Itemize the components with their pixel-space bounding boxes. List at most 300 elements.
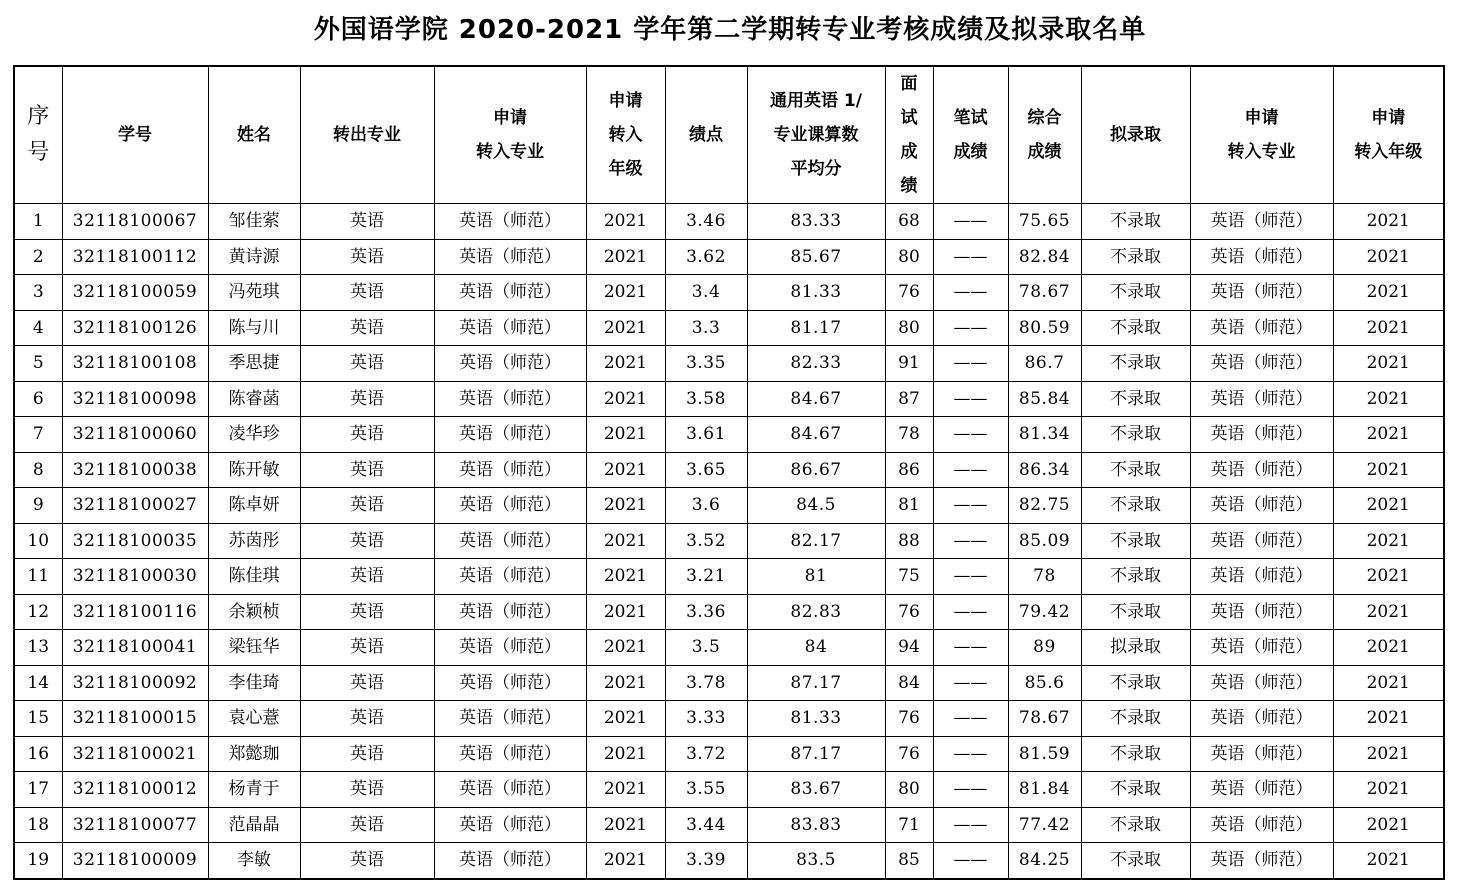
cell-name: 陈开敏	[208, 452, 300, 488]
cell-to-grade: 2021	[586, 523, 665, 559]
cell-gpa: 3.72	[665, 736, 747, 772]
header-row	[14, 66, 1444, 204]
cell-to-major: 英语（师范）	[434, 843, 586, 879]
cell-written-score: ——	[933, 736, 1008, 772]
cell-admission: 不录取	[1081, 488, 1190, 524]
cell-from-major: 英语	[300, 772, 434, 808]
cell-total-score: 85.09	[1008, 523, 1081, 559]
cell-to-major: 英语（师范）	[434, 559, 586, 595]
cell-interview-score: 91	[885, 346, 933, 382]
cell-from-major: 英语	[300, 630, 434, 666]
cell-to-major: 英语（师范）	[434, 523, 586, 559]
cell-to-grade: 2021	[586, 204, 665, 240]
cell-interview-score: 88	[885, 523, 933, 559]
cell-to-grade-2: 2021	[1333, 843, 1444, 879]
cell-name: 季思捷	[208, 346, 300, 382]
cell-to-major-2: 英语（师范）	[1190, 310, 1333, 346]
cell-from-major: 英语	[300, 807, 434, 843]
cell-student-id: 32118100098	[62, 381, 208, 417]
cell-to-major-2: 英语（师范）	[1190, 523, 1333, 559]
cell-student-id: 32118100015	[62, 701, 208, 737]
cell-to-grade-2: 2021	[1333, 488, 1444, 524]
cell-to-grade-2: 2021	[1333, 736, 1444, 772]
cell-to-grade-2: 2021	[1333, 559, 1444, 595]
cell-name: 冯苑琪	[208, 275, 300, 311]
cell-from-major: 英语	[300, 488, 434, 524]
cell-to-major-2: 英语（师范）	[1190, 807, 1333, 843]
cell-interview-score: 68	[885, 204, 933, 240]
cell-total-score: 89	[1008, 630, 1081, 666]
cell-admission: 不录取	[1081, 701, 1190, 737]
cell-admission: 不录取	[1081, 772, 1190, 808]
cell-to-grade-2: 2021	[1333, 523, 1444, 559]
cell-gpa: 3.6	[665, 488, 747, 524]
cell-written-score: ——	[933, 630, 1008, 666]
cell-english-average: 82.17	[747, 523, 885, 559]
cell-gpa: 3.35	[665, 346, 747, 382]
cell-admission: 不录取	[1081, 665, 1190, 701]
cell-to-major-2: 英语（师范）	[1190, 239, 1333, 275]
table-row	[14, 310, 1444, 346]
cell-seq: 7	[14, 417, 62, 453]
cell-to-grade: 2021	[586, 594, 665, 630]
cell-seq: 17	[14, 772, 62, 808]
cell-to-grade-2: 2021	[1333, 204, 1444, 240]
results-table	[13, 65, 1445, 880]
header-admission: 拟录取	[1081, 66, 1190, 204]
cell-to-grade: 2021	[586, 630, 665, 666]
cell-to-grade-2: 2021	[1333, 665, 1444, 701]
cell-to-grade-2: 2021	[1333, 772, 1444, 808]
table-row	[14, 843, 1444, 879]
cell-to-grade: 2021	[586, 417, 665, 453]
cell-written-score: ——	[933, 523, 1008, 559]
table-row	[14, 381, 1444, 417]
cell-to-grade: 2021	[586, 772, 665, 808]
cell-name: 杨青于	[208, 772, 300, 808]
cell-name: 余颖桢	[208, 594, 300, 630]
cell-gpa: 3.36	[665, 594, 747, 630]
cell-to-grade: 2021	[586, 665, 665, 701]
cell-to-major: 英语（师范）	[434, 772, 586, 808]
cell-english-average: 84.5	[747, 488, 885, 524]
cell-to-grade-2: 2021	[1333, 807, 1444, 843]
cell-interview-score: 81	[885, 488, 933, 524]
cell-name: 苏茵彤	[208, 523, 300, 559]
cell-to-major-2: 英语（师范）	[1190, 630, 1333, 666]
cell-name: 梁钰华	[208, 630, 300, 666]
cell-to-grade-2: 2021	[1333, 239, 1444, 275]
cell-from-major: 英语	[300, 310, 434, 346]
table-body	[14, 204, 1444, 879]
cell-to-major: 英语（师范）	[434, 665, 586, 701]
cell-seq: 6	[14, 381, 62, 417]
cell-admission: 不录取	[1081, 736, 1190, 772]
cell-total-score: 85.6	[1008, 665, 1081, 701]
cell-interview-score: 76	[885, 701, 933, 737]
cell-to-grade: 2021	[586, 736, 665, 772]
cell-written-score: ——	[933, 843, 1008, 879]
table-row	[14, 559, 1444, 595]
cell-interview-score: 76	[885, 594, 933, 630]
cell-gpa: 3.52	[665, 523, 747, 559]
cell-seq: 5	[14, 346, 62, 382]
table-row	[14, 346, 1444, 382]
cell-student-id: 32118100067	[62, 204, 208, 240]
cell-to-major: 英语（师范）	[434, 594, 586, 630]
document-title: 外国语学院 2020-2021 学年第二学期转专业考核成绩及拟录取名单	[313, 15, 1147, 45]
cell-to-grade: 2021	[586, 381, 665, 417]
cell-name: 李佳琦	[208, 665, 300, 701]
cell-name: 郑懿珈	[208, 736, 300, 772]
cell-admission: 不录取	[1081, 417, 1190, 453]
cell-student-id: 32118100021	[62, 736, 208, 772]
cell-interview-score: 80	[885, 310, 933, 346]
cell-english-average: 84.67	[747, 417, 885, 453]
cell-seq: 15	[14, 701, 62, 737]
cell-written-score: ——	[933, 204, 1008, 240]
cell-seq: 1	[14, 204, 62, 240]
cell-student-id: 32118100092	[62, 665, 208, 701]
cell-to-major-2: 英语（师范）	[1190, 381, 1333, 417]
cell-total-score: 86.34	[1008, 452, 1081, 488]
cell-to-grade: 2021	[586, 559, 665, 595]
cell-student-id: 32118100108	[62, 346, 208, 382]
cell-interview-score: 71	[885, 807, 933, 843]
cell-from-major: 英语	[300, 275, 434, 311]
cell-gpa: 3.65	[665, 452, 747, 488]
cell-written-score: ——	[933, 452, 1008, 488]
cell-seq: 8	[14, 452, 62, 488]
header-to-grade: 申请 转入 年级	[586, 66, 665, 204]
header-english-average: 通用英语 1/ 专业课算数 平均分	[747, 66, 885, 204]
header-gpa: 绩点	[665, 66, 747, 204]
cell-from-major: 英语	[300, 346, 434, 382]
cell-interview-score: 80	[885, 239, 933, 275]
cell-english-average: 87.17	[747, 665, 885, 701]
cell-name: 袁心薏	[208, 701, 300, 737]
table-row	[14, 452, 1444, 488]
cell-written-score: ——	[933, 594, 1008, 630]
cell-to-major-2: 英语（师范）	[1190, 559, 1333, 595]
cell-admission: 不录取	[1081, 452, 1190, 488]
cell-to-major-2: 英语（师范）	[1190, 488, 1333, 524]
cell-total-score: 78.67	[1008, 701, 1081, 737]
cell-gpa: 3.61	[665, 417, 747, 453]
cell-to-major-2: 英语（师范）	[1190, 701, 1333, 737]
cell-english-average: 81	[747, 559, 885, 595]
cell-student-id: 32118100038	[62, 452, 208, 488]
table-row	[14, 630, 1444, 666]
table-row	[14, 772, 1444, 808]
cell-written-score: ——	[933, 488, 1008, 524]
table-row	[14, 665, 1444, 701]
cell-interview-score: 76	[885, 736, 933, 772]
cell-total-score: 82.75	[1008, 488, 1081, 524]
cell-english-average: 81.33	[747, 701, 885, 737]
cell-written-score: ——	[933, 665, 1008, 701]
cell-seq: 19	[14, 843, 62, 879]
cell-from-major: 英语	[300, 417, 434, 453]
cell-name: 陈与川	[208, 310, 300, 346]
cell-interview-score: 80	[885, 772, 933, 808]
cell-student-id: 32118100030	[62, 559, 208, 595]
cell-from-major: 英语	[300, 452, 434, 488]
cell-seq: 10	[14, 523, 62, 559]
cell-to-grade-2: 2021	[1333, 310, 1444, 346]
cell-total-score: 75.65	[1008, 204, 1081, 240]
cell-to-major: 英语（师范）	[434, 452, 586, 488]
cell-to-major-2: 英语（师范）	[1190, 417, 1333, 453]
cell-name: 范晶晶	[208, 807, 300, 843]
cell-admission: 不录取	[1081, 559, 1190, 595]
cell-to-major-2: 英语（师范）	[1190, 346, 1333, 382]
cell-admission: 不录取	[1081, 594, 1190, 630]
cell-english-average: 82.33	[747, 346, 885, 382]
cell-from-major: 英语	[300, 559, 434, 595]
cell-student-id: 32118100116	[62, 594, 208, 630]
cell-to-major: 英语（师范）	[434, 701, 586, 737]
cell-name: 黄诗源	[208, 239, 300, 275]
cell-seq: 11	[14, 559, 62, 595]
cell-written-score: ——	[933, 559, 1008, 595]
cell-written-score: ——	[933, 310, 1008, 346]
cell-from-major: 英语	[300, 239, 434, 275]
cell-to-major-2: 英语（师范）	[1190, 594, 1333, 630]
cell-english-average: 82.83	[747, 594, 885, 630]
cell-written-score: ——	[933, 417, 1008, 453]
cell-total-score: 79.42	[1008, 594, 1081, 630]
cell-to-grade-2: 2021	[1333, 594, 1444, 630]
cell-english-average: 85.67	[747, 239, 885, 275]
cell-to-major: 英语（师范）	[434, 204, 586, 240]
cell-english-average: 86.67	[747, 452, 885, 488]
cell-admission: 不录取	[1081, 381, 1190, 417]
cell-to-major-2: 英语（师范）	[1190, 736, 1333, 772]
cell-total-score: 78	[1008, 559, 1081, 595]
cell-gpa: 3.46	[665, 204, 747, 240]
cell-to-major: 英语（师范）	[434, 417, 586, 453]
cell-admission: 不录取	[1081, 346, 1190, 382]
cell-seq: 12	[14, 594, 62, 630]
cell-total-score: 85.84	[1008, 381, 1081, 417]
cell-total-score: 81.34	[1008, 417, 1081, 453]
cell-written-score: ——	[933, 275, 1008, 311]
header-to-major: 申请 转入专业	[434, 66, 586, 204]
cell-admission: 不录取	[1081, 523, 1190, 559]
cell-english-average: 84	[747, 630, 885, 666]
cell-admission: 不录取	[1081, 807, 1190, 843]
cell-total-score: 80.59	[1008, 310, 1081, 346]
cell-to-major: 英语（师范）	[434, 275, 586, 311]
cell-to-grade: 2021	[586, 488, 665, 524]
cell-to-major-2: 英语（师范）	[1190, 772, 1333, 808]
cell-to-grade-2: 2021	[1333, 346, 1444, 382]
cell-english-average: 83.67	[747, 772, 885, 808]
cell-name: 李敏	[208, 843, 300, 879]
cell-to-grade-2: 2021	[1333, 381, 1444, 417]
cell-to-major: 英语（师范）	[434, 630, 586, 666]
cell-to-grade: 2021	[586, 701, 665, 737]
table-row	[14, 736, 1444, 772]
table-row	[14, 239, 1444, 275]
cell-english-average: 83.5	[747, 843, 885, 879]
cell-gpa: 3.44	[665, 807, 747, 843]
cell-english-average: 84.67	[747, 381, 885, 417]
cell-seq: 13	[14, 630, 62, 666]
cell-to-grade: 2021	[586, 310, 665, 346]
table-row	[14, 417, 1444, 453]
cell-from-major: 英语	[300, 381, 434, 417]
cell-total-score: 86.7	[1008, 346, 1081, 382]
cell-name: 凌华珍	[208, 417, 300, 453]
cell-to-major: 英语（师范）	[434, 239, 586, 275]
cell-admission: 不录取	[1081, 275, 1190, 311]
cell-from-major: 英语	[300, 594, 434, 630]
cell-written-score: ——	[933, 381, 1008, 417]
cell-name: 陈佳琪	[208, 559, 300, 595]
cell-admission: 拟录取	[1081, 630, 1190, 666]
header-to-grade-2: 申请 转入年级	[1333, 66, 1444, 204]
cell-total-score: 78.67	[1008, 275, 1081, 311]
cell-to-major-2: 英语（师范）	[1190, 204, 1333, 240]
cell-to-grade-2: 2021	[1333, 275, 1444, 311]
table-row	[14, 807, 1444, 843]
header-interview-score: 面 试 成 绩	[885, 66, 933, 204]
cell-written-score: ——	[933, 772, 1008, 808]
cell-student-id: 32118100012	[62, 772, 208, 808]
header-total-score: 综合 成绩	[1008, 66, 1081, 204]
table-row	[14, 523, 1444, 559]
cell-gpa: 3.55	[665, 772, 747, 808]
cell-written-score: ——	[933, 701, 1008, 737]
cell-to-grade-2: 2021	[1333, 630, 1444, 666]
cell-to-grade: 2021	[586, 346, 665, 382]
cell-student-id: 32118100059	[62, 275, 208, 311]
cell-interview-score: 94	[885, 630, 933, 666]
cell-student-id: 32118100035	[62, 523, 208, 559]
cell-interview-score: 85	[885, 843, 933, 879]
cell-total-score: 77.42	[1008, 807, 1081, 843]
table-row	[14, 488, 1444, 524]
cell-to-grade: 2021	[586, 843, 665, 879]
cell-written-score: ——	[933, 807, 1008, 843]
cell-to-major-2: 英语（师范）	[1190, 275, 1333, 311]
cell-seq: 3	[14, 275, 62, 311]
cell-total-score: 81.84	[1008, 772, 1081, 808]
cell-from-major: 英语	[300, 843, 434, 879]
cell-gpa: 3.33	[665, 701, 747, 737]
cell-english-average: 81.33	[747, 275, 885, 311]
cell-from-major: 英语	[300, 665, 434, 701]
cell-written-score: ——	[933, 239, 1008, 275]
cell-total-score: 81.59	[1008, 736, 1081, 772]
cell-to-grade: 2021	[586, 807, 665, 843]
cell-student-id: 32118100009	[62, 843, 208, 879]
cell-seq: 2	[14, 239, 62, 275]
header-from-major: 转出专业	[300, 66, 434, 204]
cell-name: 邹佳萦	[208, 204, 300, 240]
header-to-major-2: 申请 转入专业	[1190, 66, 1333, 204]
cell-from-major: 英语	[300, 204, 434, 240]
cell-student-id: 32118100112	[62, 239, 208, 275]
cell-interview-score: 75	[885, 559, 933, 595]
cell-gpa: 3.4	[665, 275, 747, 311]
cell-student-id: 32118100027	[62, 488, 208, 524]
cell-admission: 不录取	[1081, 310, 1190, 346]
cell-admission: 不录取	[1081, 843, 1190, 879]
header-student-id: 学号	[62, 66, 208, 204]
cell-gpa: 3.58	[665, 381, 747, 417]
cell-seq: 16	[14, 736, 62, 772]
cell-interview-score: 86	[885, 452, 933, 488]
cell-seq: 4	[14, 310, 62, 346]
cell-admission: 不录取	[1081, 204, 1190, 240]
cell-total-score: 82.84	[1008, 239, 1081, 275]
header-name: 姓名	[208, 66, 300, 204]
cell-from-major: 英语	[300, 736, 434, 772]
cell-written-score: ——	[933, 346, 1008, 382]
header-written-score: 笔试 成绩	[933, 66, 1008, 204]
cell-name: 陈睿菡	[208, 381, 300, 417]
cell-seq: 14	[14, 665, 62, 701]
table-row	[14, 204, 1444, 240]
cell-admission: 不录取	[1081, 239, 1190, 275]
cell-gpa: 3.62	[665, 239, 747, 275]
cell-to-major: 英语（师范）	[434, 736, 586, 772]
cell-student-id: 32118100041	[62, 630, 208, 666]
cell-gpa: 3.78	[665, 665, 747, 701]
cell-interview-score: 84	[885, 665, 933, 701]
cell-student-id: 32118100077	[62, 807, 208, 843]
cell-to-major-2: 英语（师范）	[1190, 452, 1333, 488]
cell-interview-score: 76	[885, 275, 933, 311]
cell-from-major: 英语	[300, 523, 434, 559]
cell-gpa: 3.3	[665, 310, 747, 346]
cell-student-id: 32118100126	[62, 310, 208, 346]
cell-english-average: 81.17	[747, 310, 885, 346]
cell-to-major: 英语（师范）	[434, 310, 586, 346]
cell-to-grade: 2021	[586, 275, 665, 311]
cell-to-major-2: 英语（师范）	[1190, 665, 1333, 701]
table-row	[14, 275, 1444, 311]
cell-english-average: 87.17	[747, 736, 885, 772]
cell-to-major: 英语（师范）	[434, 381, 586, 417]
cell-total-score: 84.25	[1008, 843, 1081, 879]
cell-to-major: 英语（师范）	[434, 807, 586, 843]
cell-english-average: 83.33	[747, 204, 885, 240]
cell-english-average: 83.83	[747, 807, 885, 843]
cell-to-major: 英语（师范）	[434, 488, 586, 524]
cell-gpa: 3.39	[665, 843, 747, 879]
cell-to-grade: 2021	[586, 239, 665, 275]
cell-student-id: 32118100060	[62, 417, 208, 453]
table-row	[14, 594, 1444, 630]
cell-interview-score: 87	[885, 381, 933, 417]
cell-to-major: 英语（师范）	[434, 346, 586, 382]
cell-gpa: 3.21	[665, 559, 747, 595]
cell-gpa: 3.5	[665, 630, 747, 666]
cell-seq: 9	[14, 488, 62, 524]
table-row	[14, 701, 1444, 737]
cell-name: 陈卓妍	[208, 488, 300, 524]
header-seq: 序 号	[14, 66, 62, 204]
cell-to-grade-2: 2021	[1333, 701, 1444, 737]
cell-seq: 18	[14, 807, 62, 843]
cell-to-grade-2: 2021	[1333, 452, 1444, 488]
cell-to-major-2: 英语（师范）	[1190, 843, 1333, 879]
cell-interview-score: 78	[885, 417, 933, 453]
